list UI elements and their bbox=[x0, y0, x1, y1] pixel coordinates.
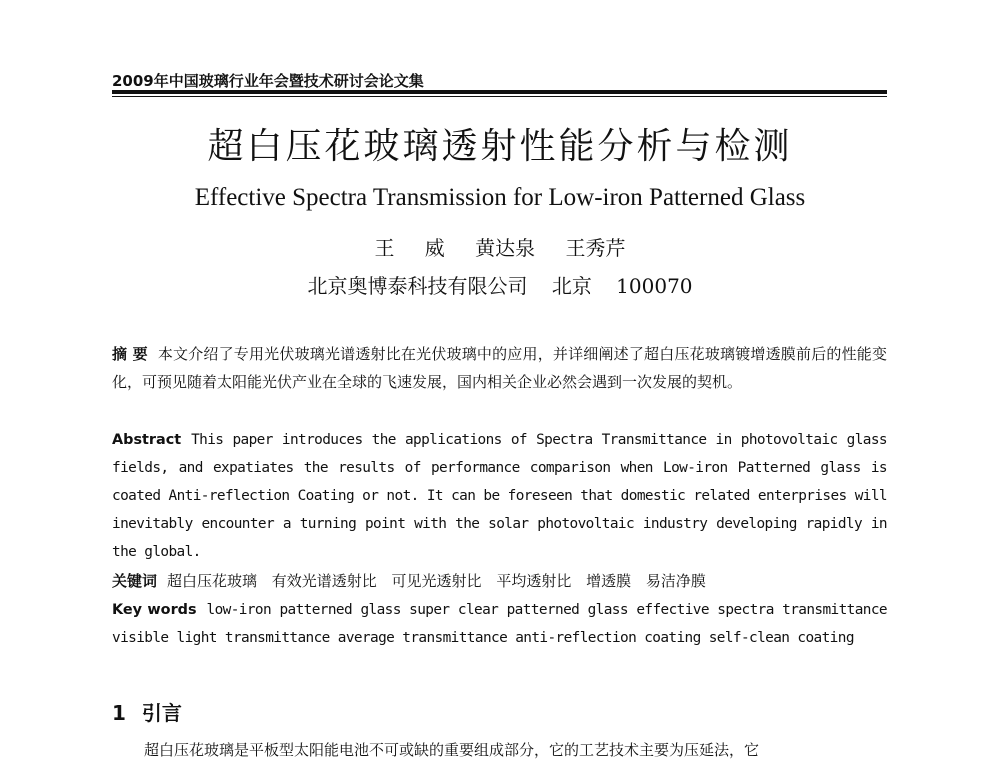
abstract-zh bbox=[112, 340, 887, 396]
paper-title-zh: 超白压花玻璃透射性能分析与检测 bbox=[207, 126, 793, 167]
authors: 王 威 黄达泉 王秀芹 bbox=[374, 236, 626, 260]
abstract-en-text: This paper introduces the applications of Spectra Transmittance in photovoltaic glass fields, and expatiates the results of performance comparison when Low-iron Patterned glass is coated Anti-reflection Coating or not. It can be foreseen that domestic related enterprises will inevitably encounter a turning point with the solar photovoltaic industry developing rapidly in the global. bbox=[112, 432, 887, 560]
section-title: 引言 bbox=[141, 701, 182, 725]
abstract-en-label: Abstract bbox=[112, 432, 182, 448]
keywords-en bbox=[112, 596, 887, 652]
abstract-en bbox=[112, 426, 887, 566]
section-body-first-line: 超白压花玻璃是平板型太阳能电池不可或缺的重要组成部分，它的工艺技术主要为压延法，它 bbox=[144, 741, 760, 759]
header-rule-thick bbox=[112, 90, 887, 94]
paper-title-en: Effective Spectra Transmission for Low-iron Patterned Glass bbox=[194, 184, 806, 211]
section-heading bbox=[112, 697, 182, 726]
abstract-zh-label: 摘 要 bbox=[112, 345, 148, 363]
running-header: 2009年中国玻璃行业年会暨技术研讨会论文集 bbox=[112, 72, 424, 90]
keywords-zh-label: 关键词 bbox=[112, 572, 158, 590]
keywords-en-text: low-iron patterned glass super clear patterned glass effective spectra transmittance visible light transmittance average transmittance anti-reflection coating self-clean coating bbox=[112, 602, 887, 646]
abstract-zh-text: 本文介绍了专用光伏玻璃光谱透射比在光伏玻璃中的应用，并详细阐述了超白压花玻璃镀增透膜前后的性能变化，可预见随着太阳能光伏产业在全球的飞速发展，国内相关企业必然会遇到一次发展的契机。 bbox=[112, 345, 887, 391]
section-number: 1 bbox=[112, 701, 126, 725]
affiliation: 北京奥博泰科技有限公司 北京 100070 bbox=[307, 274, 693, 298]
keywords-zh-text: 超白压花玻璃 有效光谱透射比 可见光透射比 平均透射比 增透膜 易洁净膜 bbox=[167, 572, 706, 590]
header-rule-thin bbox=[112, 96, 887, 97]
keywords-en-label: Key words bbox=[112, 602, 197, 618]
keywords-zh bbox=[112, 567, 887, 595]
